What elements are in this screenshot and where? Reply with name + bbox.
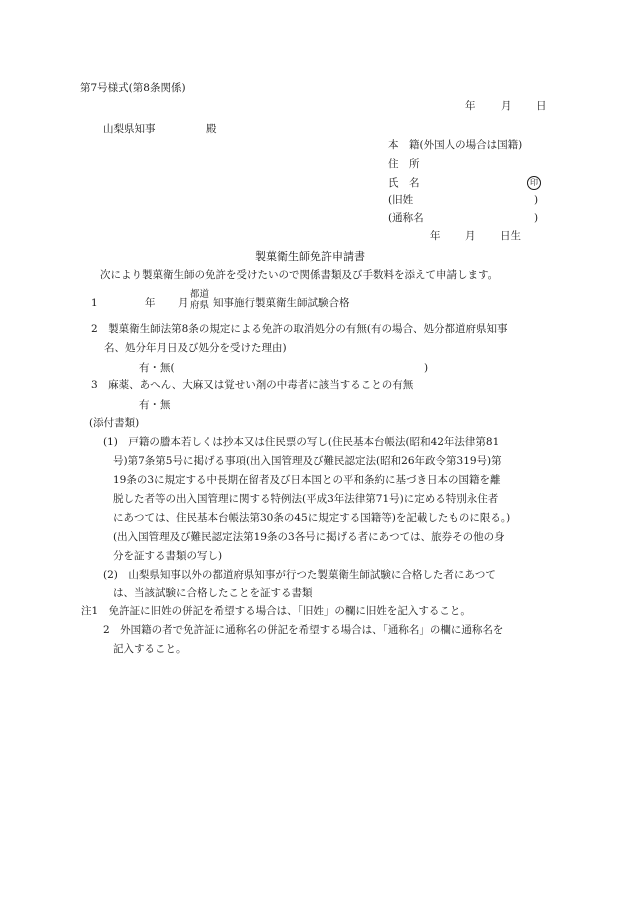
pref-bottom: 府県 [190,300,210,311]
birth-year: 年 [430,230,441,242]
item2-line2: 名、処分年月日及び処分を受けた理由) [104,342,287,354]
item1-prefecture-stack [190,289,209,311]
item3-choice: 有・無 [139,399,171,411]
note-2-line: 2 外国籍の者で免許証に通称名の併記を希望する場合は、「通称名」の欄に通称名を [103,624,504,636]
item1-year: 年 [145,297,156,309]
seal-icon: 印 [527,176,541,190]
item2-choice: 有・無( [139,362,175,374]
attachment-1-line: 19条の3に規定する中長期在留者及び日本国との平和条約に基づき日本の国籍を離 [113,474,501,486]
attachment-1-line: 号)第7条第5号に掲げる事項(出入国管理及び難民認定法(昭和26年政令第319号)第 [113,455,502,467]
date-year: 年 [465,100,476,112]
attachment-2-line: (2) 山梨県知事以外の都道府県知事が行つた製菓衛生師試験に合格した者にあつて [103,569,496,581]
attachment-1-line: (1) 戸籍の謄本若しくは抄本又は住民票の写し(住民基本台帳法(昭和42年法律第81 [103,436,500,448]
attachment-1-line: (出入国管理及び難民認定法第19条の3各号に掲げる者にあつては、旅券その他の身 [113,531,505,543]
alias-open: (通称名 [388,212,424,224]
item1-month: 月 [178,297,189,309]
item1-number: 1 [91,297,98,309]
attachment-1-line: 脱した者等の出入国管理に関する特例法(平成3年法律第71号)に定める特別永住者 [113,493,499,505]
date-month: 月 [501,100,512,112]
intro-text: 次により製菓衛生師の免許を受けたいので関係書類及び手数料を添えて申請します。 [100,269,499,281]
name-label: 氏 名 [388,177,420,189]
attachments-heading: (添付書類) [89,417,140,429]
former-name-open: (旧姓 [388,194,414,206]
pref-top: 都道 [190,289,210,300]
addressee-name: 山梨県知事 [103,123,156,135]
form-title: 第7号様式(第8条関係) [80,82,186,94]
addressee-honorific: 殿 [206,123,217,135]
attachment-1-line: にあつては、住民基本台帳法第30条の45に規定する国籍等)を記載したものに限る。) [113,512,511,524]
item2-line1: 2 製菓衛生師法第8条の規定による免許の取消処分の有無(有の場合、処分都道府県知事 [91,323,508,335]
item1-text: 知事施行製菓衛生師試験合格 [213,297,350,309]
attachment-1-line: 分を証する書類の写し) [113,550,223,562]
note-1: 注1 免許証に旧姓の併記を希望する場合は、「旧姓」の欄に旧姓を記入すること。 [81,605,471,617]
note-2-line: 記入すること。 [113,643,187,655]
date-day: 日 [536,100,547,112]
attachment-2-line: は、当該試験に合格したことを証する書類 [113,587,313,599]
birth-suffix: 日生 [500,230,521,242]
honseki-label: 本 籍(外国人の場合は国籍) [388,139,523,151]
document-title: 製菓衛生師免許申請書 [255,250,365,263]
address-label: 住 所 [388,158,420,170]
former-name-close: ) [534,194,539,206]
item3-line1: 3 麻薬、あへん、大麻又は覚せい剤の中毒者に該当することの有無 [91,379,414,391]
alias-close: ) [534,212,539,224]
birth-month: 月 [465,230,476,242]
item2-choice-close: ) [424,362,429,374]
